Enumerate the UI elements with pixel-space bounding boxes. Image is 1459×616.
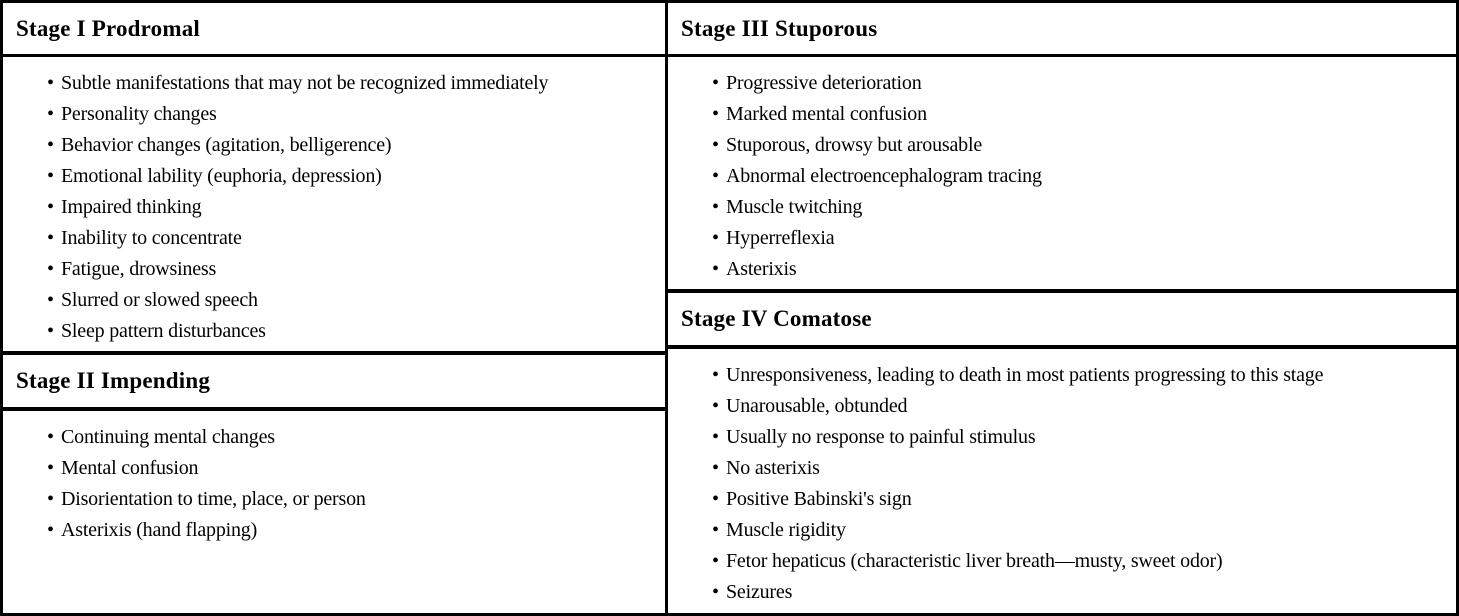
section-header-stage-ii-impending: Stage II Impending [3,351,665,411]
bullet-list-stage-iii [668,57,1456,285]
bullet-item: • Mental confusion [47,453,659,484]
bullet-list-stage-ii [3,411,665,546]
bullet-item: • Seizures [712,577,1450,608]
cell-stage-iv-symptoms [668,349,1456,613]
bullet-item: • Marked mental confusion [712,99,1450,130]
bullet-item: • Abnormal electroencephalogram tracing [712,161,1450,192]
bullet-item: • Emotional lability (euphoria, depression) [47,161,659,192]
bullet-item: • Hyperreflexia [712,223,1450,254]
bullet-item: • No asterixis [712,453,1450,484]
bullet-item: • Subtle manifestations that may not be recognized immediately [47,68,659,99]
column-stages-1-2 [3,3,668,613]
section-header-stage-i-prodromal: Stage I Prodromal [3,3,665,57]
bullet-item: • Behavior changes (agitation, belligerence) [47,130,659,161]
bullet-item: • Personality changes [47,99,659,130]
bullet-item: • Positive Babinski's sign [712,484,1450,515]
cell-stage-i-symptoms [3,57,665,351]
bullet-item: • Sleep pattern disturbances [47,316,659,347]
bullet-item: • Unarousable, obtunded [712,391,1450,422]
cell-stage-iii-symptoms [668,57,1456,289]
bullet-item: • Asterixis (hand flapping) [47,515,659,546]
bullet-item: • Progressive deterioration [712,68,1450,99]
bullet-item: • Fatigue, drowsiness [47,254,659,285]
section-header-stage-iii-stuporous: Stage III Stuporous [668,3,1456,57]
bullet-item: • Disorientation to time, place, or person [47,484,659,515]
bullet-list-stage-i [3,57,665,347]
bullet-item: • Asterixis [712,254,1450,285]
bullet-item: • Stuporous, drowsy but arousable [712,130,1450,161]
bullet-item: • Muscle twitching [712,192,1450,223]
bullet-item: • Usually no response to painful stimulus [712,422,1450,453]
cell-stage-ii-symptoms [3,411,665,613]
bullet-item: • Impaired thinking [47,192,659,223]
bullet-item: • Fetor hepaticus (characteristic liver breath—musty, sweet odor) [712,546,1450,577]
section-header-stage-iv-comatose: Stage IV Comatose [668,289,1456,349]
bullet-item: • Continuing mental changes [47,422,659,453]
bullet-item: • Unresponsiveness, leading to death in most patients progressing to this stage [712,360,1450,391]
column-stages-3-4 [668,3,1456,613]
bullet-item: • Muscle rigidity [712,515,1450,546]
bullet-list-stage-iv [668,349,1456,608]
bullet-item: • Slurred or slowed speech [47,285,659,316]
bullet-item: • Inability to concentrate [47,223,659,254]
